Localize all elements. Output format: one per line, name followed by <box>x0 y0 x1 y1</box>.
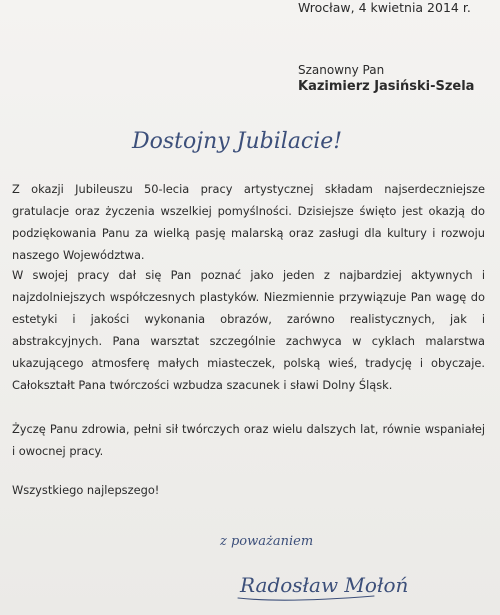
addressee-salutation: Szanowny Pan <box>298 63 385 77</box>
greeting-text: Dostojny Jubilacie! <box>132 129 343 154</box>
handwritten-signoff <box>218 527 368 553</box>
signoff-text: z poważaniem <box>220 534 314 549</box>
paragraph-2: W swojej pracy dał się Pan poznać jako jeden z najbardziej aktywnych i najzdolniejszych współczesnych plastyków. Niezmiennie przywiązuje Pan wagę do estetyki i jakości wykonania obrazów, zarówno realistycznych, jak i abstrakcyjnych. Pana warsztat szczególnie zachwyca w cyklach malarstwa ukazującego atmosferę małych miasteczek, polską wieś, tradycję i obyczaje. Całokształt Pana twórczości wzbudza szacunek i sławi Dolny Śląsk. <box>12 268 485 392</box>
signature <box>234 556 434 608</box>
letter-date: Wrocław, 4 kwietnia 2014 r. <box>298 0 471 15</box>
closing-line: Wszystkiego najlepszego! <box>12 483 160 497</box>
paragraph-1: Z okazji Jubileuszu 50-lecia pracy artystycznej składam najserdeczniejsze gratulacje oraz życzenia wszelkiej pomyślności. Dzisiejsze święto jest okazją do podziękowania Panu za wielką pasję malarską oraz zasługi dla kultury i rozwoju naszego Województwa. <box>12 182 485 262</box>
signature-text: Radosław Mołoń <box>240 573 409 597</box>
paragraph-3: Życzę Panu zdrowia, pełni sił twórczych oraz wielu dalszych lat, równie wspaniałej i owocnej pracy. <box>12 422 485 458</box>
addressee-name: Kazimierz Jasiński-Szela <box>298 79 475 94</box>
handwritten-greeting <box>128 118 368 164</box>
